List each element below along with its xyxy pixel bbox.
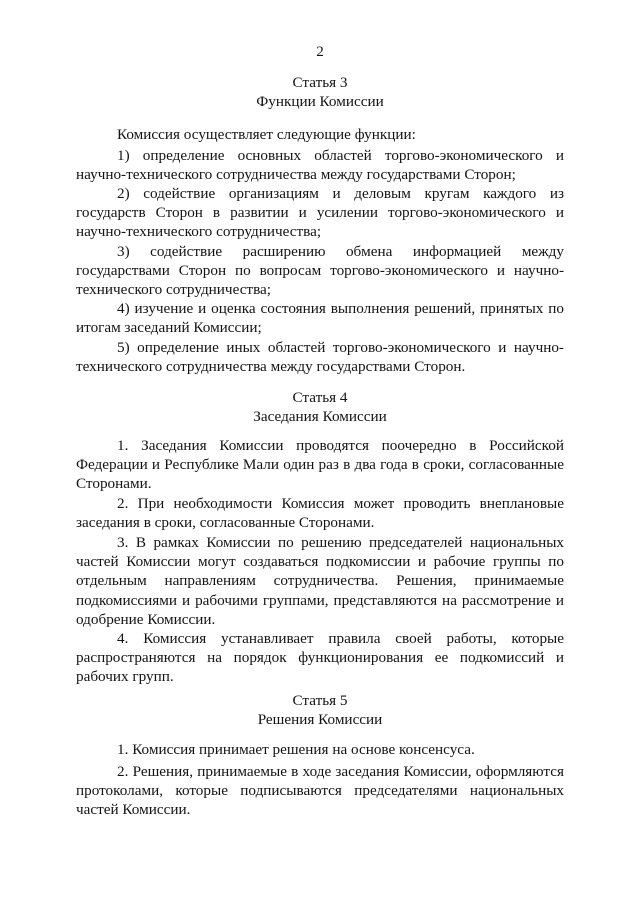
article-4-item-4: 4. Комиссия устанавливает правила своей работы, которые распространяются на порядок функционирования ее подкомиссий и рабочих групп. xyxy=(76,630,564,686)
article-3-heading xyxy=(0,74,640,111)
article-3-item-4: 4) изучение и оценка состояния выполнения решений, принятых по итогам заседаний Комиссии; xyxy=(76,300,564,337)
article-4-item-2: 2. При необходимости Комиссия может проводить внеплановые заседания в сроки, согласованные Сторонами. xyxy=(76,495,564,532)
page-number: 2 xyxy=(316,43,324,60)
article-5-item-1: 1. Комиссия принимает решения на основе консенсуса. xyxy=(117,741,475,758)
article-5-subtitle: Решения Комиссии xyxy=(257,710,383,728)
article-3-item-2: 2) содействие организациям и деловым кругам каждого из государств Сторон в развитии и усилении торгово-экономического и научно-технического сотрудничества; xyxy=(76,185,564,241)
article-5-title: Статья 5 xyxy=(292,692,348,709)
article-3-item-1: 1) определение основных областей торгово-экономического и научно-технического сотрудничества между государствами Сторон; xyxy=(76,147,564,184)
article-4-item-1: 1. Заседания Комиссии проводятся поочередно в Российской Федерации и Республике Мали один раз в два года в сроки, согласованные Сторонами. xyxy=(76,437,564,493)
article-4-heading xyxy=(0,389,640,426)
article-5-item-2: 2. Решения, принимаемые в ходе заседания Комиссии, оформляются протоколами, которые подписываются председателями национальных частей Комиссии. xyxy=(76,763,564,819)
article-3-title: Статья 3 xyxy=(292,74,348,91)
article-5-heading xyxy=(0,692,640,729)
article-4-title: Статья 4 xyxy=(292,389,348,406)
article-3-item-3: 3) содействие расширению обмена информацией между государствами Сторон по вопросам торгово-экономического и научно-технического сотрудничества; xyxy=(76,243,564,299)
article-4-item-3: 3. В рамках Комиссии по решению председателей национальных частей Комиссии могут создаваться подкомиссии и рабочие группы по отдельным направлениям сотрудничества. Решения, принимаемые подкомиссиями и рабочими группами, представляются на рассмотрение и одобрение Комиссии. xyxy=(76,534,564,628)
article-3-intro: Комиссия осуществляет следующие функции: xyxy=(117,126,416,143)
article-3-subtitle: Функции Комиссии xyxy=(256,92,384,110)
article-4-subtitle: Заседания Комиссии xyxy=(253,407,387,425)
article-3-item-5: 5) определение иных областей торгово-экономического и научно-технического сотрудничества между государствами Сторон. xyxy=(76,339,564,376)
